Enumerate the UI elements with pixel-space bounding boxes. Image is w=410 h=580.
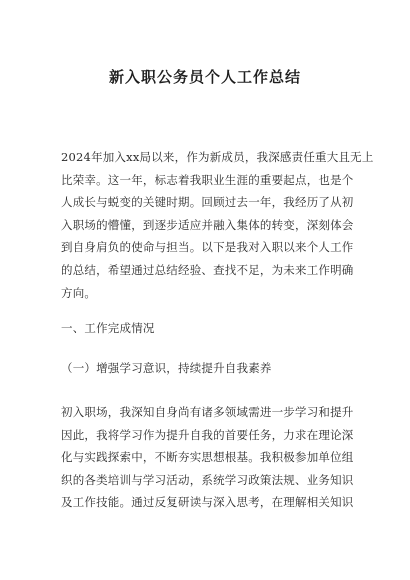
body-line: 初入职场，我深知自身尚有诸多领域需进一步学习和提升 xyxy=(61,405,354,419)
document-title: 新入职公务员个人工作总结 xyxy=(108,68,301,86)
intro-line: 比荣幸。这一年，标志着我职业生涯的重要起点，也是个 xyxy=(61,172,354,187)
body-line: 化与实践探索中，不断夯实思想根基。我积极参加单位组 xyxy=(61,450,354,465)
intro-line: 方向。 xyxy=(61,285,97,300)
body-paragraph xyxy=(61,401,354,514)
section-heading: 一、工作完成情况 xyxy=(61,321,155,335)
intro-line: 人成长与蜕变的关键时期。回顾过去一年，我经历了从初 xyxy=(61,195,354,210)
intro-paragraph xyxy=(61,146,374,304)
body-line: 织的各类培训与学习活动，系统学习政策法规、业务知识 xyxy=(61,472,354,487)
intro-line: 入职场的懵懂，到逐步适应并融入集体的转变，深刻体会 xyxy=(61,217,354,232)
subsection-heading: （一）增强学习意识，持续提升自我素养 xyxy=(61,361,272,375)
body-line: 及工作技能。通过反复研读与深入思考，在理解相关知识 xyxy=(61,495,354,510)
intro-line: 到自身肩负的使命与担当。以下是我对入职以来个人工作 xyxy=(61,240,354,255)
intro-line: 2024年加入xx局以来，作为新成员，我深感责任重大且无上 xyxy=(61,150,374,164)
body-line: 因此，我将学习作为提升自我的首要任务，力求在理论深 xyxy=(61,427,354,442)
intro-line: 的总结，希望通过总结经验、查找不足，为未来工作明确 xyxy=(61,262,354,277)
